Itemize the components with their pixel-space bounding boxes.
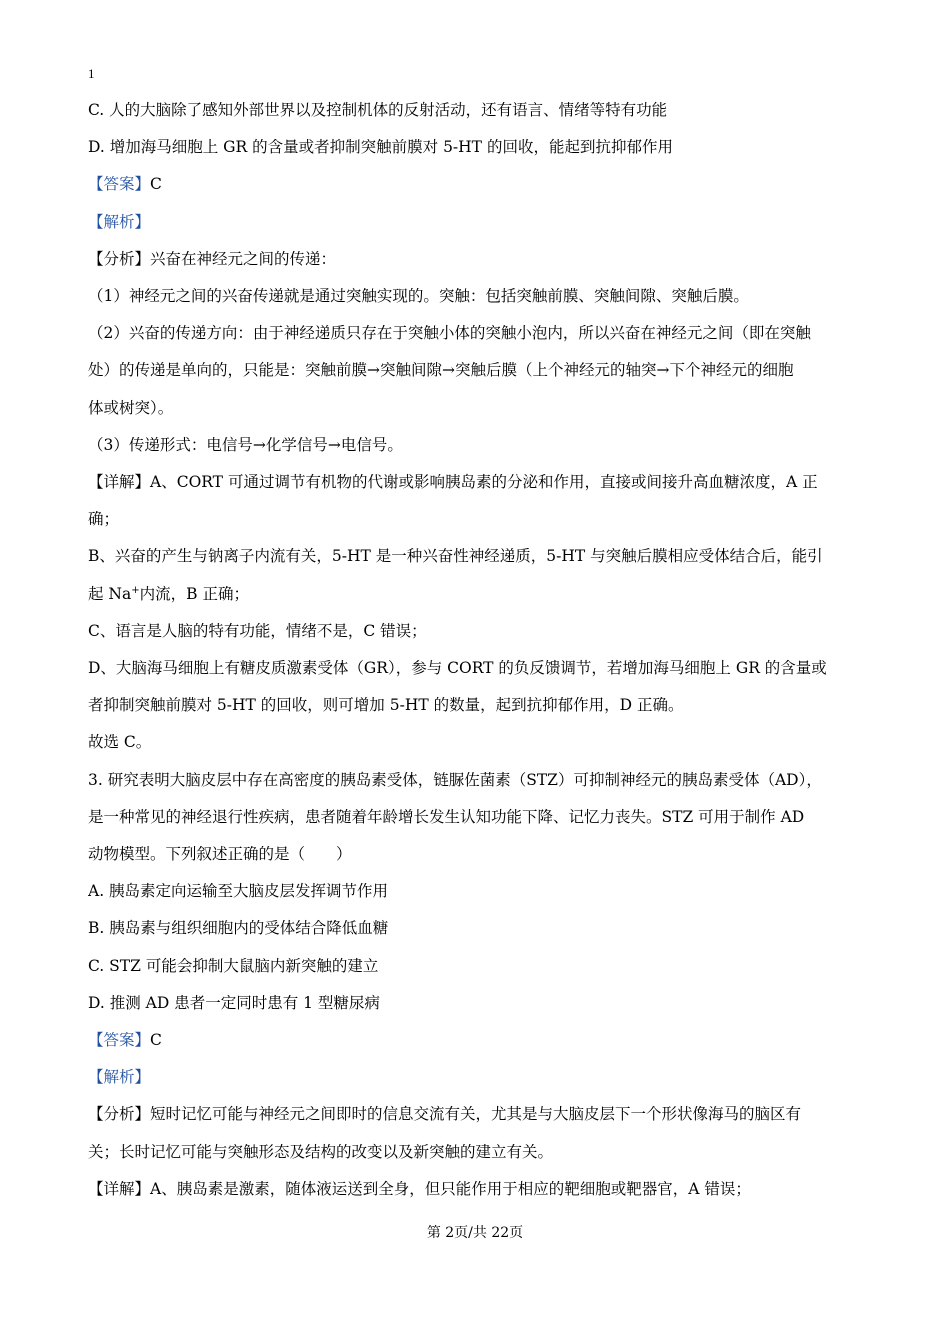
explain-b-post: 内流，B 正确； [139,584,249,603]
xiangjie-line-1 [88,464,864,501]
answer-tag: 【答案】 [88,1031,151,1050]
option-d: D. 推测 AD 患者一定同时患有 1 型糖尿病 [88,993,380,1012]
xiangjie-text: A、胰岛素是激素，随体液运送到全身，但只能作用于相应的靶细胞或靶器官，A 错误； [150,1179,751,1198]
point-2c: 体或树突）。 [88,398,174,417]
point-3: （3）传递形式：电信号→化学信号→电信号。 [88,435,403,454]
analysis-tag: 【解析】 [88,1068,151,1087]
fenxi-text: 兴奋在神经元之间的传递： [150,249,337,268]
xiangjie-line-2 [88,1171,864,1208]
fenxi-text: 短时记忆可能与神经元之间即时的信息交流有关，尤其是与大脑皮层下一个形状像海马的脑区有 [150,1105,802,1124]
page-marker: 1 [88,66,95,81]
option-d-line: D. 增加海马细胞上 GR 的含量或者抑制突触前膜对 5-HT 的回收，能起到抗抑郁作用 [88,138,673,157]
explain-b-line-a: B、兴奋的产生与钠离子内流有关，5-HT 是一种兴奋性神经递质，5-HT 与突触后膜相应受体结合后，能引 [88,547,823,566]
document-body [88,92,864,1208]
answer-tag: 【答案】 [88,175,151,194]
fenxi-line-2a [88,1096,864,1133]
fenxi-tag: 【分析】 [88,1105,151,1124]
analysis-tag-1 [88,204,864,241]
question-3-line-c: 动物模型。下列叙述正确的是（ ） [88,845,352,864]
explain-d-line-a: D、大脑海马细胞上有糖皮质激素受体（GR），参与 CORT 的负反馈调节，若增加海马细胞上 GR 的含量或 [88,659,827,678]
explain-b-pre: 起 Na [88,584,132,603]
point-2a: （2）兴奋的传递方向：由于神经递质只存在于突触小体的突触小泡内，所以兴奋在神经元之间（即在突触 [88,324,811,343]
answer-line-1 [88,166,864,203]
option-c: C. STZ 可能会抑制大鼠脑内新突触的建立 [88,956,379,975]
fenxi-line-1 [88,241,864,278]
fenxi-line-2b: 关；长时记忆可能与突触形态及结构的改变以及新突触的建立有关。 [88,1142,554,1161]
analysis-tag: 【解析】 [88,212,151,231]
question-3-line-a: 3. 研究表明大脑皮层中存在高密度的胰岛素受体，链脲佐菌素（STZ）可抑制神经元的胰岛素受体（AD）， [88,770,822,789]
option-a: A. 胰岛素定向运输至大脑皮层发挥调节作用 [88,882,389,901]
xiangjie-tag: 【详解】 [88,473,151,492]
point-2b: 处）的传递是单向的，只能是：突触前膜→突触间隙→突触后膜（上个神经元的轴突→下个神经元的细胞 [88,361,794,380]
xiangjie-line-1b: 确； [88,510,120,529]
point-1: （1）神经元之间的兴奋传递就是通过突触实现的。突触：包括突触前膜、突触间隙、突触后膜。 [88,287,749,306]
question-3-line-b: 是一种常见的神经退行性疾病，患者随着年龄增长发生认知功能下降、记忆力丧失。STZ 可用于制作 AD [88,807,805,826]
superscript-plus: + [131,584,140,596]
explain-d-line-b: 者抑制突触前膜对 5-HT 的回收，则可增加 5-HT 的数量，起到抗抑郁作用，D 正确。 [88,696,684,715]
answer-value: C [150,1031,162,1050]
xiangjie-tag: 【详解】 [88,1179,151,1198]
explain-c-line: C、语言是人脑的特有功能，情绪不是，C 错误； [88,621,427,640]
option-c-line: C. 人的大脑除了感知外部世界以及控制机体的反射活动，还有语言、情绪等特有功能 [88,101,668,119]
analysis-tag-2 [88,1059,864,1096]
option-b: B. 胰岛素与组织细胞内的受体结合降低血糖 [88,919,389,938]
xiangjie-text: A、CORT 可通过调节有机物的代谢或影响胰岛素的分泌和作用，直接或间接升高血糖浓度，A 正 [150,473,818,492]
choose-line-1: 故选 C。 [88,733,152,752]
explain-b-line-b [88,576,864,613]
answer-value: C [150,175,162,194]
fenxi-tag: 【分析】 [88,249,151,268]
answer-line-2 [88,1022,864,1059]
page-footer: 第 2页/共 22页 [426,1225,524,1241]
